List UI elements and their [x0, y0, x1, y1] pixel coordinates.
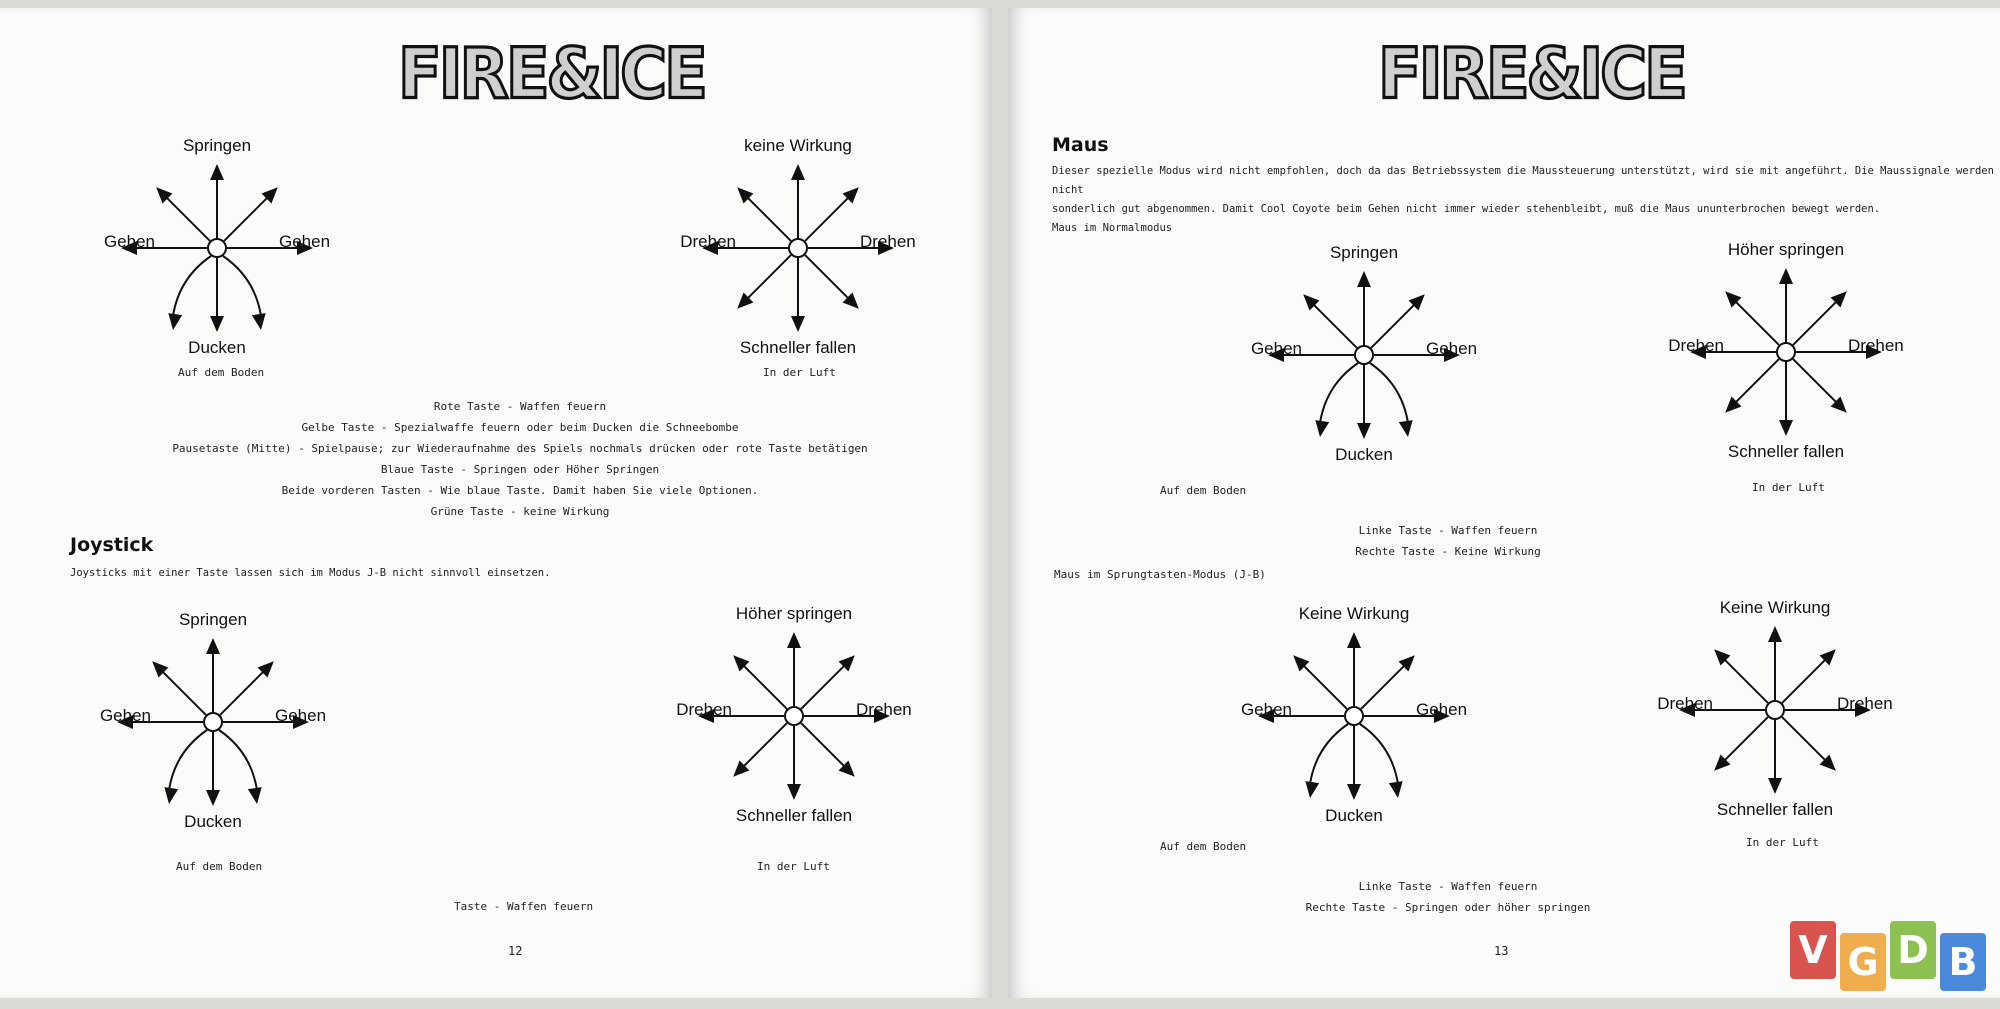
- maus-text-line: Maus im Normalmodus: [1052, 222, 1173, 234]
- direction-right-label: Gehen: [1426, 339, 1478, 358]
- direction-down-label: Ducken: [188, 338, 246, 357]
- joystick-ground-diagram: [53, 610, 373, 850]
- maus-text-line: Dieser spezielle Modus wird nicht empfohlen, doch da das Betriebssystem die Maussteuerung unterstützt, wird sie mit angeführt. Die Maussignale werden nicht: [1052, 165, 1994, 196]
- direction-right-label: Drehen: [856, 700, 912, 719]
- joystick-air-diagram: [634, 604, 954, 844]
- direction-down-label: Ducken: [1325, 806, 1383, 825]
- direction-up-label: Höher springen: [1727, 240, 1845, 259]
- diagram-caption: In der Luft: [757, 860, 830, 873]
- page-number: 12: [508, 944, 523, 958]
- button-line: Pausetaste (Mitte) - Spielpause; zur Wiederaufnahme des Spiels nochmals drücken oder rote Taste betätigen: [172, 442, 868, 455]
- direction-left-label: Drehen: [1668, 336, 1724, 355]
- direction-right-label: Gehen: [279, 232, 331, 251]
- button-line: Rechte Taste - Keine Wirkung: [1355, 545, 1541, 558]
- joystick-fire-line: Taste - Waffen feuern: [454, 900, 594, 913]
- direction-down-label: Schneller fallen: [735, 806, 853, 825]
- vgdb-watermark-logo: [1790, 921, 1990, 997]
- diagram-caption: In der Luft: [1752, 481, 1825, 494]
- mouse-jb-ground-diagram: [1194, 604, 1514, 844]
- fire-and-ice-logo: FIRE&ICE: [398, 35, 705, 115]
- direction-left-label: Drehen: [676, 700, 732, 719]
- jump-mode-buttons: [1208, 876, 1688, 918]
- watermark-letter: G: [1840, 933, 1886, 991]
- direction-down-label: Ducken: [1335, 445, 1393, 464]
- button-assignments: [120, 396, 920, 522]
- diagram-caption: Auf dem Boden: [176, 860, 263, 873]
- air-controls-diagram: [638, 136, 958, 376]
- button-line: Linke Taste - Waffen feuern: [1358, 524, 1538, 537]
- page-number: 13: [1494, 944, 1509, 958]
- direction-left-label: Gehen: [103, 232, 155, 251]
- direction-left-label: Gehen: [99, 706, 151, 725]
- diagram-caption: In der Luft: [763, 366, 836, 379]
- button-line: Grüne Taste - keine Wirkung: [430, 505, 610, 518]
- direction-right-label: Drehen: [1837, 694, 1893, 713]
- direction-right-label: Drehen: [1848, 336, 1904, 355]
- direction-left-label: Gehen: [1250, 339, 1302, 358]
- direction-up-label: Springen: [182, 136, 252, 155]
- direction-up-label: Springen: [1329, 243, 1399, 262]
- diagram-caption: Auf dem Boden: [1160, 484, 1247, 497]
- maus-heading: Maus: [1052, 134, 1109, 156]
- watermark-letter: B: [1940, 933, 1986, 991]
- joystick-text: Joysticks mit einer Taste lassen sich im Modus J-B nicht sinnvoll einsetzen.: [70, 567, 551, 579]
- diagram-caption: In der Luft: [1746, 836, 1819, 849]
- watermark-letter: V: [1790, 921, 1836, 979]
- direction-down-label: Schneller fallen: [1727, 442, 1845, 461]
- direction-right-label: Gehen: [1416, 700, 1468, 719]
- maus-text-line: sonderlich gut abgenommen. Damit Cool Coyote beim Gehen nicht immer wieder stehenbleibt, muß die Maus ununterbrochen bewegt werden.: [1052, 203, 1881, 215]
- button-line: Beide vorderen Tasten - Wie blaue Taste. Damit haben Sie viele Optionen.: [281, 484, 759, 497]
- right-page: [1008, 8, 2000, 998]
- maus-text: [1052, 162, 2000, 238]
- direction-right-label: Gehen: [275, 706, 327, 725]
- mouse-ground-diagram: [1204, 243, 1524, 483]
- direction-left-label: Drehen: [1657, 694, 1713, 713]
- diagram-caption: Auf dem Boden: [1160, 840, 1247, 853]
- mouse-air-diagram: [1626, 240, 1946, 480]
- direction-left-label: Gehen: [1240, 700, 1292, 719]
- mouse-jb-air-diagram: [1615, 598, 1935, 838]
- direction-down-label: Ducken: [184, 812, 242, 831]
- jump-mode-label: Maus im Sprungtasten-Modus (J-B): [1054, 568, 1266, 581]
- joystick-heading: Joystick: [70, 534, 154, 556]
- button-line: Blaue Taste - Springen oder Höher Springen: [380, 463, 660, 476]
- direction-left-label: Drehen: [680, 232, 736, 251]
- button-line: Gelbe Taste - Spezialwaffe feuern oder beim Ducken die Schneebombe: [301, 421, 739, 434]
- direction-down-label: Schneller fallen: [739, 338, 857, 357]
- button-line: Rote Taste - Waffen feuern: [433, 400, 607, 413]
- ground-controls-diagram: [57, 136, 377, 376]
- direction-up-label: Keine Wirkung: [1719, 598, 1831, 617]
- direction-down-label: Schneller fallen: [1716, 800, 1834, 819]
- direction-up-label: keine Wirkung: [744, 136, 852, 155]
- watermark-letter: D: [1890, 921, 1936, 979]
- direction-right-label: Drehen: [860, 232, 916, 251]
- left-page: [0, 8, 992, 998]
- normal-mode-buttons: [1248, 520, 1648, 562]
- fire-and-ice-logo: FIRE&ICE: [1378, 35, 1685, 115]
- direction-up-label: Keine Wirkung: [1298, 604, 1410, 623]
- diagram-caption: Auf dem Boden: [178, 366, 265, 379]
- button-line: Linke Taste - Waffen feuern: [1358, 880, 1538, 893]
- button-line: Rechte Taste - Springen oder höher springen: [1305, 901, 1591, 914]
- direction-up-label: Höher springen: [735, 604, 853, 623]
- direction-up-label: Springen: [178, 610, 248, 629]
